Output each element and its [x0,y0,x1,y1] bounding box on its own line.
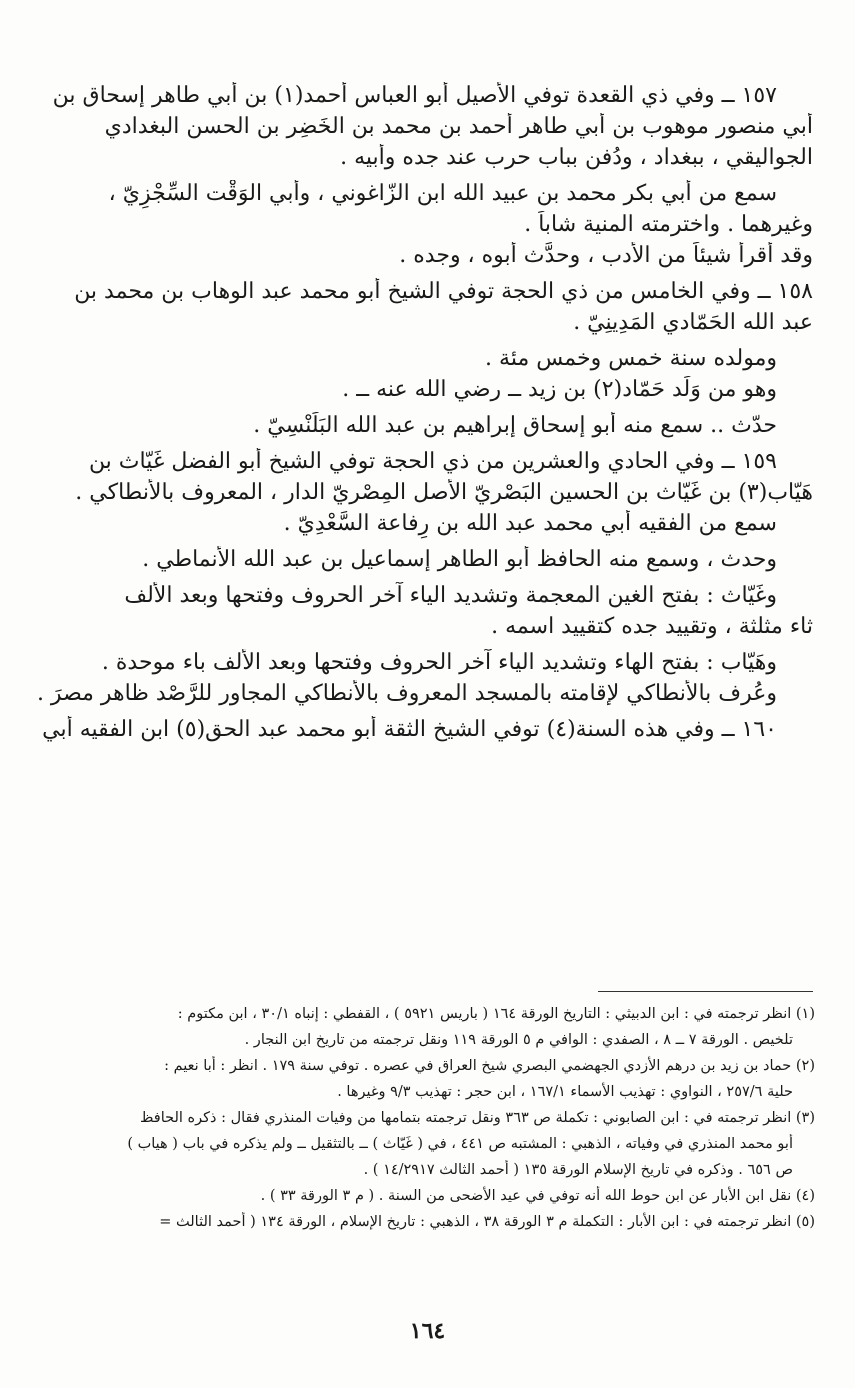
footnote-line: (١) انظر ترجمته في : ابن الدبيثي : التاريخ الورقة ١٦٤ ( باريس ٥٩٢١ ) ، القفطي : إنباه ٣٠/١ ، ابن مكتوم : [177,1006,815,1022]
text-line: ١٦٠ ــ وفي هذه السنة(٤) توفي الشيخ الثقة أبو محمد عبد الحق(٥) ابن الفقيه أبي [42,717,777,742]
text-line: وهو من وَلَد حَمّاد(٢) بن زيد ــ رضي الله عنه ــ . [342,377,777,402]
text-line: وغَيّاث : بفتح الغين المعجمة وتشديد الياء آخر الحروف وفتحها وبعد الألف [124,583,777,608]
text-line: سمع من أبي بكر محمد بن عبيد الله ابن الزّاغوني ، وأبي الوَقْت السِّجْزِيّ ، [108,181,777,206]
text-line: وعُرف بالأنطاكي لإقامته بالمسجد المعروف بالأنطاكي المجاور للرَّصْد ظاهر مصرَ . [36,681,777,706]
text-line: هَيّاب(٣) بن غَيّاث بن الحسين البَصْريّ الأصل المِصْريّ الدار ، المعروف بالأنطاكي . [75,480,813,505]
text-line: ومولده سنة خمس وخمس مئة . [485,346,777,371]
text-line: وغيرهما . واخترمته المنية شاباً . [524,212,813,237]
text-line: ١٥٩ ــ وفي الحادي والعشرين من ذي الحجة توفي الشيخ أبو الفضل غَيّاث بن [88,449,777,474]
footnote-line: (٤) نقل ابن الأبار عن ابن حوط الله أنه توفي في عيد الأضحى من السنة . ( م ٣ الورقة ٣٣ ) . [260,1188,815,1204]
text-line: حدّث .. سمع منه أبو إسحاق إبراهيم بن عبد الله البَلَنْسِيّ . [253,413,777,438]
footnote-line: (٥) انظر ترجمته في : ابن الأبار : التكملة م ٣ الورقة ٣٨ ، الذهبي : تاريخ الإسلام ، الورقة ١٣٤ ( أحمد الثالث = [159,1214,815,1230]
text-line: وهَيّاب : بفتح الهاء وتشديد الياء آخر الحروف وفتحها وبعد الألف باء موحدة . [101,650,777,675]
text-line: ثاء مثلثة ، وتقييد جده كتقييد اسمه . [491,614,813,639]
footnote-line: تلخيص . الورقة ٧ ــ ٨ ، الصفدي : الوافي م ٥ الورقة ١١٩ ونقل ترجمته من تاريخ ابن النجار . [244,1032,793,1048]
text-line: الجواليقي ، ببغداد ، ودُفن بباب حرب عند جده وأبيه . [340,145,813,170]
text-line: عبد الله الحَمّادي المَدِينِيّ . [573,310,813,335]
footnotes-block [22,1004,815,1238]
text-line: أبي منصور موهوب بن أبي طاهر أحمد بن محمد بن الخَضِر بن الحسن البغدادي [104,114,813,139]
text-line: وحدث ، وسمع منه الحافظ أبو الطاهر إسماعيل بن عبد الله الأنماطي . [142,547,777,572]
text-line: وقد أقرأ شيئاً من الأدب ، وحدَّث أبوه ، وجده . [399,243,813,268]
footnote-line: (٣) انظر ترجمته في : ابن الصابوني : تكملة ص ٣٦٣ ونقل ترجمته بتمامها من وفيات المنذري فقال : ذكره الحافظ [140,1110,815,1126]
footnote-divider [598,991,813,992]
footnote-line: (٢) حماد بن زيد بن درهم الأزدي الجهضمي البصري شيخ العراق في عصره . توفي سنة ١٧٩ . انظر : أبا نعيم : [164,1058,815,1074]
footnote-line: ص ٦٥٦ . وذكره في تاريخ الإسلام الورقة ١٣٥ ( أحمد الثالث ١٤/٢٩١٧ ) . [363,1162,793,1178]
text-line: ١٥٧ ــ وفي ذي القعدة توفي الأصيل أبو العباس أحمد(١) بن أبي طاهر إسحاق بن [52,83,777,108]
page-number: ١٦٤ [409,1318,446,1344]
text-line: ١٥٨ ــ وفي الخامس من ذي الحجة توفي الشيخ أبو محمد عبد الوهاب بن محمد بن [74,279,813,304]
main-text-block [22,82,813,747]
footnote-line: أبو محمد المنذري في وفياته ، الذهبي : المشتبه ص ٤٤١ ، في ( غَيّاث ) ــ بالتثقيل ــ ولم يذكره في باب ( هياب ) [127,1136,793,1152]
footnote-line: حلية ٢٥٧/٦ ، النواوي : تهذيب الأسماء ١٦٧/١ ، ابن حجر : تهذيب ٩/٣ وغيرها . [337,1084,793,1100]
text-line: سمع من الفقيه أبي محمد عبد الله بن رِفاعة السَّعْدِيّ . [283,511,777,536]
